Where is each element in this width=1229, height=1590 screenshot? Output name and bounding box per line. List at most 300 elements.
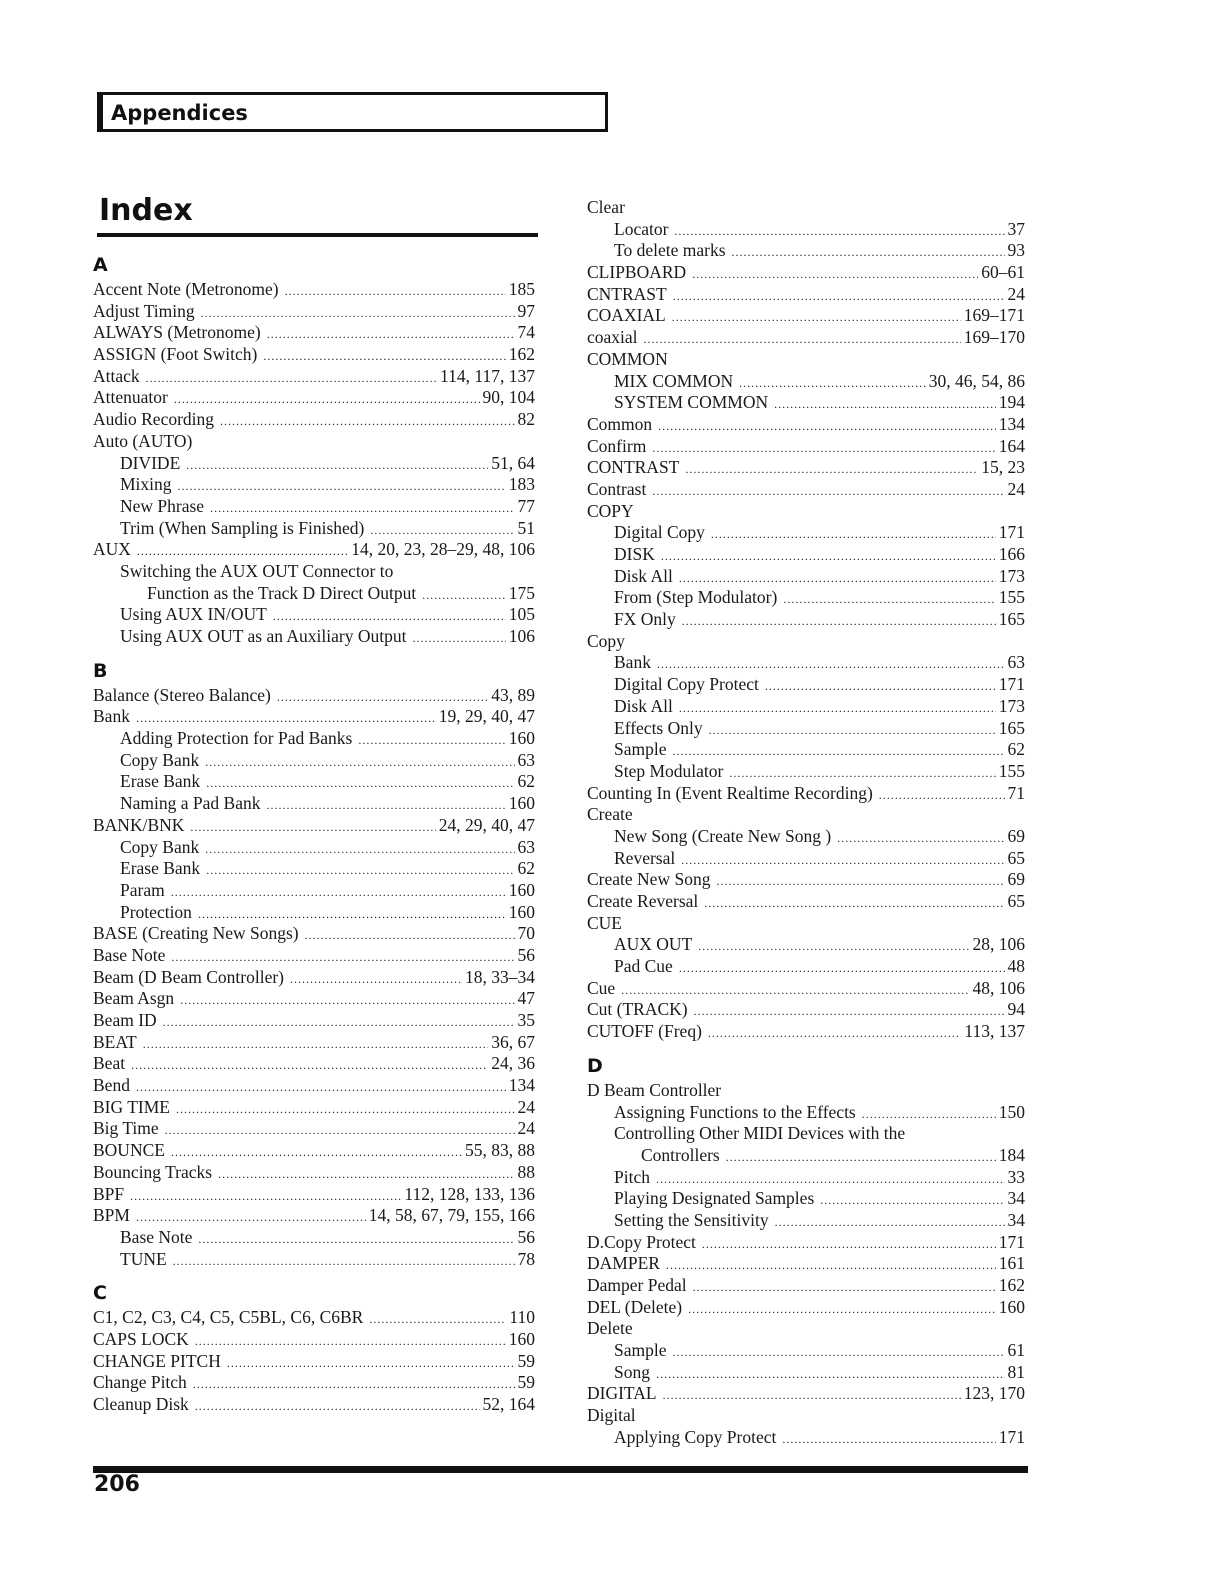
dot-leader (176, 1097, 515, 1121)
dot-leader (143, 1032, 489, 1056)
index-page-refs: 34 (1007, 1188, 1025, 1209)
index-term: Copy Bank (120, 836, 200, 857)
index-entry (587, 1362, 1025, 1384)
index-page-refs: 33 (1007, 1166, 1025, 1187)
index-page-refs: 24 (1007, 283, 1025, 304)
index-term: DAMPER (587, 1253, 660, 1274)
index-page-refs: 93 (1007, 240, 1025, 261)
dot-leader (679, 566, 996, 590)
index-page-refs: 173 (998, 565, 1025, 586)
index-term: BEAT (93, 1031, 137, 1052)
index-term: Beam Asgn (93, 988, 175, 1009)
dot-leader (290, 967, 462, 991)
index-entry (93, 1140, 535, 1162)
index-term: D Beam Controller (587, 1079, 722, 1100)
index-page-refs: 63 (1007, 652, 1025, 673)
index-entry (93, 1010, 535, 1032)
index-term: Delete (587, 1318, 633, 1339)
index-term: ASSIGN (Foot Switch) (93, 344, 258, 365)
index-page-refs: 59 (517, 1350, 535, 1371)
dot-leader (708, 1021, 961, 1045)
index-page-refs: 56 (517, 1226, 535, 1247)
index-entry (93, 967, 535, 989)
index-page-refs: 110 (509, 1307, 535, 1328)
index-page-refs: 71 (1007, 782, 1025, 803)
index-entry (93, 561, 535, 583)
index-entry (587, 587, 1025, 609)
index-page-refs: 59 (517, 1372, 535, 1393)
index-page-refs: 43, 89 (491, 684, 535, 705)
dot-leader (709, 718, 996, 742)
index-term: Bank (614, 652, 651, 673)
index-entry (93, 728, 535, 750)
dot-leader (171, 1140, 462, 1164)
index-page-refs: 97 (517, 300, 535, 321)
index-term: Protection (120, 901, 192, 922)
index-term: DIGITAL (587, 1383, 657, 1404)
index-term: Create (587, 804, 633, 825)
index-page-refs: 19, 29, 40, 47 (438, 706, 535, 727)
dot-leader (775, 1210, 1005, 1234)
dot-leader (198, 902, 506, 926)
index-term: Song (614, 1361, 650, 1382)
index-term: Switching the AUX OUT Connector to (120, 560, 394, 581)
index-page-refs: 48 (1007, 956, 1025, 977)
index-term: Damper Pedal (587, 1275, 687, 1295)
index-entry (93, 1032, 535, 1054)
index-page-refs: 166 (998, 544, 1025, 564)
index-entry (587, 652, 1025, 674)
dot-leader (195, 1329, 506, 1353)
index-term: Erase Bank (120, 771, 201, 792)
dot-leader (783, 587, 995, 611)
index-term: Digital Copy Protect (614, 674, 759, 695)
dot-leader (782, 1427, 995, 1451)
index-page-refs: 160 (508, 793, 535, 814)
index-term: Counting In (Event Realtime Recording) (587, 782, 873, 803)
index-page-refs: 52, 164 (482, 1394, 535, 1414)
index-entry (587, 240, 1025, 262)
index-term: Clear (587, 197, 625, 217)
index-entry (93, 815, 535, 837)
index-page-refs: 160 (508, 728, 535, 749)
index-term: Mixing (120, 474, 172, 495)
index-entry (93, 583, 535, 605)
dot-leader (163, 1010, 515, 1034)
index-term: Beat (93, 1053, 126, 1074)
index-entry (93, 1075, 535, 1097)
index-term: CLIPBOARD (587, 262, 687, 283)
dot-leader (206, 771, 514, 795)
index-term: D.Copy Protect (587, 1231, 696, 1252)
index-entry (587, 674, 1025, 696)
dot-leader (136, 1205, 366, 1229)
index-term: Disk All (614, 695, 673, 716)
dot-leader (218, 1162, 514, 1186)
index-entry (93, 474, 535, 496)
index-page-refs: 161 (998, 1253, 1025, 1274)
dot-leader (682, 609, 996, 633)
dot-leader (171, 880, 506, 904)
index-term: Bank (93, 706, 130, 727)
index-term: Bouncing Tracks (93, 1161, 213, 1182)
index-entry (587, 1405, 1025, 1427)
index-page-refs: 62 (517, 771, 535, 792)
page-title: Index (99, 193, 193, 228)
index-term: CNTRAST (587, 283, 667, 304)
dot-leader (190, 815, 435, 839)
dot-leader (862, 1102, 996, 1126)
dot-leader (358, 728, 505, 752)
dot-leader (673, 739, 1005, 763)
index-entry (93, 539, 535, 561)
dot-leader (674, 219, 1004, 243)
index-term: CONTRAST (587, 457, 680, 478)
index-entry (93, 1118, 535, 1140)
index-entry (587, 1383, 1025, 1405)
index-term: Common (587, 413, 653, 434)
index-entry (587, 696, 1025, 718)
index-entry (93, 1184, 535, 1206)
index-entry (93, 1394, 535, 1416)
index-page-refs: 171 (998, 674, 1025, 695)
index-term: Create Reversal (587, 891, 699, 911)
index-page-refs: 37 (1007, 218, 1025, 239)
dot-leader (621, 978, 969, 1002)
index-page-refs: 185 (508, 279, 535, 299)
index-entry (93, 387, 535, 409)
index-term: FX Only (614, 609, 676, 630)
dot-leader (652, 479, 1004, 503)
index-term: Cleanup Disk (93, 1394, 189, 1414)
index-entry (587, 739, 1025, 761)
index-entry (587, 566, 1025, 588)
index-page-refs: 171 (998, 1231, 1025, 1252)
index-term: AUX OUT (614, 934, 693, 955)
index-letter-heading: C (93, 1282, 107, 1305)
index-entry (93, 1307, 535, 1329)
index-page-refs: 24 (517, 1118, 535, 1139)
footer-rule (93, 1466, 1028, 1473)
dot-leader (195, 1394, 480, 1418)
dot-leader (178, 474, 506, 498)
dot-leader (702, 1232, 996, 1256)
index-term: COPY (587, 500, 634, 521)
index-page-refs: 114, 117, 137 (440, 365, 535, 386)
index-entry (587, 1210, 1025, 1232)
section-header-label: Appendices (111, 101, 248, 125)
dot-leader (716, 869, 1004, 893)
dot-leader (266, 793, 505, 817)
index-page-refs: 94 (1007, 999, 1025, 1020)
index-entry (587, 848, 1025, 870)
index-page-refs: 34 (1007, 1209, 1025, 1230)
dot-leader (277, 685, 488, 709)
index-page-refs: 63 (517, 749, 535, 770)
index-term: Attenuator (93, 387, 168, 408)
index-term: coaxial (587, 327, 638, 348)
index-entry (587, 392, 1025, 414)
index-term: Digital Copy (614, 522, 705, 543)
index-term: TUNE (120, 1248, 167, 1269)
index-term: COMMON (587, 348, 668, 369)
index-page-refs: 14, 20, 23, 28–29, 48, 106 (351, 539, 535, 560)
index-entry (587, 414, 1025, 436)
index-page-refs: 62 (1007, 739, 1025, 760)
dot-leader (694, 999, 1005, 1023)
dot-leader (658, 414, 996, 438)
index-entry (587, 934, 1025, 956)
index-letter-heading: D (587, 1054, 603, 1077)
index-term: New Song (Create New Song ) (614, 825, 832, 846)
index-entry (93, 923, 535, 945)
index-page-refs: 175 (508, 582, 535, 603)
index-page-refs: 51, 64 (491, 452, 535, 473)
index-term: Sample (614, 739, 667, 760)
index-term: AUX (93, 539, 131, 560)
index-entry (587, 284, 1025, 306)
index-term: Cut (TRACK) (587, 999, 688, 1020)
dot-leader (193, 1372, 515, 1396)
index-term: DISK (614, 544, 655, 564)
dot-leader (644, 327, 961, 351)
index-entry (587, 783, 1025, 805)
index-entry (587, 327, 1025, 349)
dot-leader (370, 518, 514, 542)
index-page-refs: 65 (1007, 891, 1025, 911)
dot-leader (726, 1145, 996, 1169)
index-entry (587, 522, 1025, 544)
index-entry (587, 609, 1025, 631)
index-page-refs: 194 (998, 392, 1025, 413)
index-entry (587, 1318, 1025, 1340)
index-entry (93, 1205, 535, 1227)
index-page-refs: 106 (508, 626, 535, 646)
index-entry (587, 1232, 1025, 1254)
index-entry (587, 913, 1025, 935)
index-term: Beam ID (93, 1010, 157, 1030)
index-entry (587, 371, 1025, 393)
index-entry (587, 1145, 1025, 1167)
index-page-refs: 169–171 (963, 305, 1025, 326)
index-term: CUTOFF (Freq) (587, 1021, 702, 1042)
index-entry (93, 1351, 535, 1373)
index-page-refs: 171 (998, 522, 1025, 543)
index-page-refs: 82 (517, 409, 535, 430)
index-page-refs: 123, 170 (963, 1383, 1025, 1404)
index-term: Function as the Track D Direct Output (147, 582, 417, 603)
dot-leader (879, 783, 1005, 807)
dot-leader (422, 583, 505, 607)
index-entry (93, 988, 535, 1010)
index-page-refs: 105 (508, 604, 535, 625)
index-entry (93, 431, 535, 453)
index-term: Copy (587, 630, 625, 651)
index-page-refs: 112, 128, 133, 136 (404, 1183, 535, 1204)
dot-leader (679, 956, 1005, 980)
dot-leader (146, 366, 437, 390)
dot-leader (739, 371, 926, 395)
index-term: Contrast (587, 478, 647, 499)
index-term: Locator (614, 218, 669, 239)
index-term: Digital (587, 1405, 636, 1426)
index-entry (93, 685, 535, 707)
index-entry (93, 1329, 535, 1351)
dot-leader (729, 761, 995, 785)
index-entry (587, 1080, 1025, 1102)
index-page-refs: 162 (508, 344, 535, 365)
index-term: CAPS LOCK (93, 1328, 189, 1349)
index-entry (587, 1102, 1025, 1124)
index-term: Disk All (614, 565, 673, 586)
dot-leader (820, 1188, 1004, 1212)
index-page-refs: 155 (998, 587, 1025, 608)
index-term: Create New Song (587, 869, 711, 890)
index-term: Using AUX IN/OUT (120, 604, 267, 625)
index-term: MIX COMMON (614, 370, 734, 391)
index-term: DIVIDE (120, 452, 181, 473)
index-term: Audio Recording (93, 409, 215, 430)
index-page-refs: 113, 137 (964, 1021, 1025, 1042)
dot-leader (412, 626, 505, 650)
index-term: BOUNCE (93, 1140, 165, 1161)
index-page-refs: 24, 29, 40, 47 (438, 814, 535, 835)
dot-leader (837, 826, 1004, 850)
index-entry (93, 880, 535, 902)
index-page-refs: 81 (1007, 1361, 1025, 1382)
index-term: Trim (When Sampling is Finished) (120, 517, 365, 538)
index-page-refs: 69 (1007, 825, 1025, 846)
index-term: BANK/BNK (93, 814, 185, 835)
index-entry (587, 869, 1025, 891)
index-page-refs: 169–170 (963, 327, 1025, 348)
index-term: CHANGE PITCH (93, 1350, 221, 1371)
index-page-refs: 63 (517, 836, 535, 857)
index-page-refs: 183 (508, 474, 535, 495)
index-page-refs: 70 (517, 923, 535, 944)
index-entry (587, 1167, 1025, 1189)
index-term: Assigning Functions to the Effects (614, 1101, 856, 1122)
index-term: Attack (93, 365, 140, 386)
index-entry (587, 826, 1025, 848)
dot-leader (305, 923, 515, 947)
index-term: BPF (93, 1183, 125, 1204)
index-page-refs: 62 (517, 858, 535, 879)
dot-leader (673, 1340, 1005, 1364)
index-page-refs: 30, 46, 54, 86 (928, 370, 1025, 391)
index-page-refs: 162 (998, 1275, 1025, 1295)
dot-leader (661, 544, 996, 568)
index-entry (587, 891, 1025, 913)
index-term: Applying Copy Protect (614, 1426, 777, 1447)
index-entry (587, 1275, 1025, 1297)
index-term: ALWAYS (Metronome) (93, 322, 261, 343)
index-term: Change Pitch (93, 1372, 187, 1393)
index-term: Big Time (93, 1118, 159, 1139)
dot-leader (171, 945, 514, 969)
index-term: C1, C2, C3, C4, C5, C5BL, C6, C6BR (93, 1307, 364, 1328)
index-page-refs: 61 (1007, 1340, 1025, 1361)
index-entry (587, 219, 1025, 241)
dot-leader (136, 1075, 506, 1099)
dot-leader (285, 279, 506, 303)
index-term: Balance (Stereo Balance) (93, 684, 271, 705)
index-page-refs: 18, 33–34 (465, 966, 535, 987)
index-page-refs: 165 (998, 609, 1025, 630)
dot-leader (673, 284, 1005, 308)
index-term: Setting the Sensitivity (614, 1209, 769, 1230)
index-page-refs: 60–61 (981, 262, 1025, 283)
index-entry (93, 496, 535, 518)
index-letter-heading: B (93, 659, 108, 682)
dot-leader (220, 409, 514, 433)
index-term: Using AUX OUT as an Auxiliary Output (120, 626, 407, 646)
dot-leader (666, 1253, 996, 1277)
index-page-refs: 14, 58, 67, 79, 155, 166 (368, 1205, 535, 1226)
index-entry (587, 1340, 1025, 1362)
index-page-refs: 88 (517, 1161, 535, 1182)
dot-leader (227, 1351, 515, 1375)
dot-leader (210, 496, 514, 520)
index-term: Pitch (614, 1166, 650, 1187)
index-term: Base Note (93, 944, 166, 965)
index-entry (587, 978, 1025, 1000)
dot-leader (186, 453, 488, 477)
index-page-refs: 56 (517, 944, 535, 965)
index-term: SYSTEM COMMON (614, 392, 769, 413)
dot-leader (765, 674, 996, 698)
dot-leader (732, 240, 1005, 264)
index-column-left (93, 252, 535, 1416)
index-entry (587, 631, 1025, 653)
index-term: Effects Only (614, 717, 703, 738)
dot-leader (652, 436, 995, 460)
dot-leader (657, 652, 1005, 676)
index-entry (93, 301, 535, 323)
index-page-refs: 28, 106 (972, 934, 1025, 955)
index-entry (93, 1249, 535, 1271)
index-entry (93, 453, 535, 475)
index-term: Cue (587, 977, 616, 998)
index-entry (587, 479, 1025, 501)
index-page-refs: 36, 67 (491, 1031, 535, 1052)
index-entry (587, 501, 1025, 523)
dot-leader (679, 696, 996, 720)
index-term: Sample (614, 1340, 667, 1361)
index-term: To delete marks (614, 240, 726, 261)
index-page-refs: 134 (508, 1075, 535, 1096)
index-entry (587, 1123, 1025, 1145)
index-entry (587, 761, 1025, 783)
index-page-refs: 24 (1007, 478, 1025, 499)
index-entry (93, 771, 535, 793)
index-page-refs: 171 (998, 1426, 1025, 1447)
title-rule (97, 233, 538, 237)
index-entry (93, 902, 535, 924)
dot-leader (656, 1167, 1005, 1191)
index-entry (587, 1021, 1025, 1043)
dot-leader (136, 706, 436, 730)
index-entry (587, 197, 1025, 219)
index-page-refs: 24, 36 (491, 1053, 535, 1074)
index-entry (93, 604, 535, 626)
dot-leader (174, 387, 480, 411)
index-page-refs: 47 (517, 988, 535, 1009)
dot-leader (165, 1118, 515, 1142)
index-entry (93, 945, 535, 967)
index-term: Copy Bank (120, 749, 200, 770)
index-term: Confirm (587, 435, 647, 456)
